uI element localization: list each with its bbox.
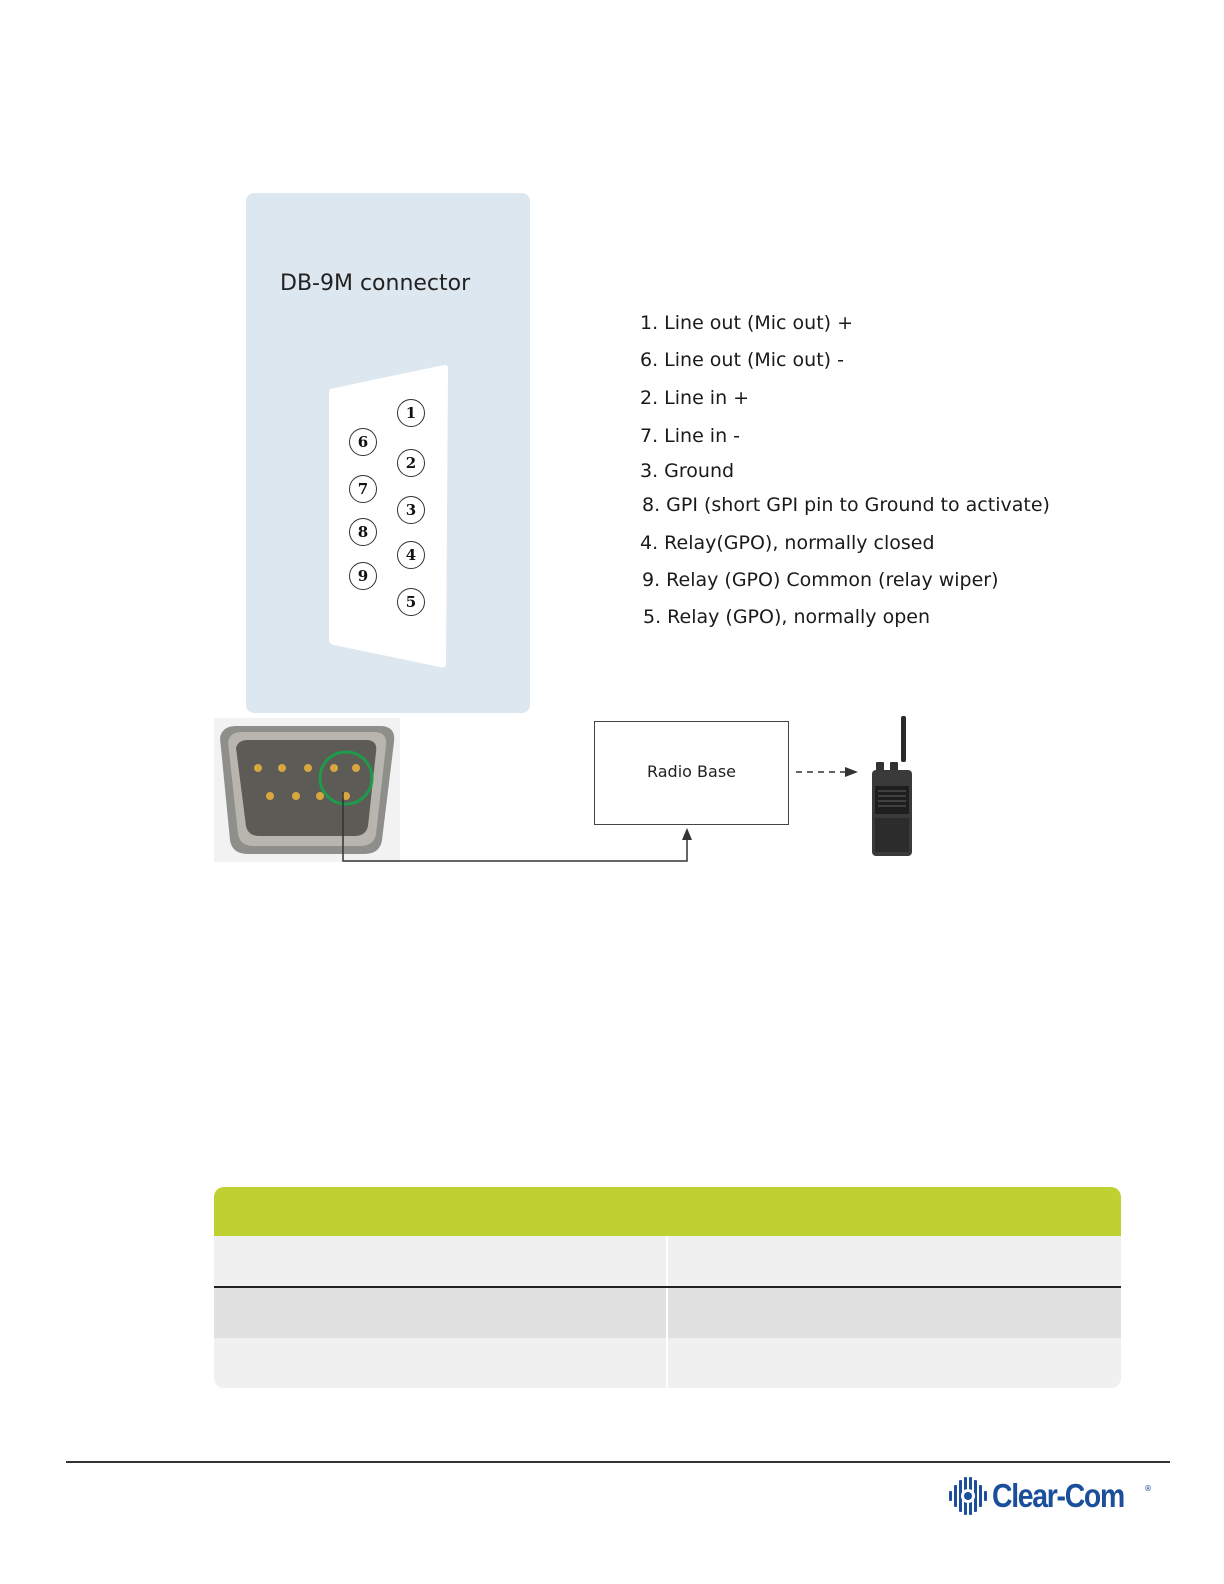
pin-assignment-item: 2. Line in +	[640, 387, 750, 409]
pin-assignment-item: 3. Ground	[640, 460, 735, 482]
table-row	[214, 1288, 1121, 1338]
clear-com-logo-icon	[948, 1475, 988, 1517]
table-cell	[666, 1236, 1121, 1286]
registered-mark: ®	[1144, 1484, 1152, 1493]
brand-name: Clear-Com	[992, 1477, 1124, 1514]
walkie-talkie-icon	[866, 716, 918, 858]
table-cell	[214, 1236, 666, 1286]
table-cell	[214, 1288, 666, 1338]
table-row	[214, 1236, 1121, 1288]
pin-assignment-item: 9. Relay (GPO) Common (relay wiper)	[642, 569, 999, 591]
pin-assignment-item: 4. Relay(GPO), normally closed	[640, 532, 935, 554]
pin-6: 6	[349, 428, 377, 456]
pin-8: 8	[349, 518, 377, 546]
pin-1: 1	[397, 399, 425, 427]
pin-assignment-item: 6. Line out (Mic out) -	[640, 349, 844, 371]
pin-assignment-item: 7. Line in -	[640, 425, 741, 447]
pin-9: 9	[349, 562, 377, 590]
pin-5: 5	[397, 588, 425, 616]
pin-7: 7	[349, 475, 377, 503]
pin-assignment-item: 1. Line out (Mic out) +	[640, 312, 854, 334]
radio-base-label: Radio Base	[646, 762, 736, 781]
pin-2: 2	[397, 449, 425, 477]
connector-title: DB-9M connector	[280, 271, 471, 296]
pin-3: 3	[397, 496, 425, 524]
pin-assignment-item: 5. Relay (GPO), normally open	[643, 606, 931, 628]
footer-divider	[66, 1461, 1170, 1463]
table-cell	[214, 1338, 666, 1388]
table-cell	[666, 1338, 1121, 1388]
table-header	[214, 1187, 1121, 1236]
data-table	[214, 1187, 1121, 1388]
pin-4: 4	[397, 541, 425, 569]
table-cell	[666, 1288, 1121, 1338]
pin-assignment-item: 8. GPI (short GPI pin to Ground to activate)	[642, 494, 1050, 516]
table-row	[214, 1338, 1121, 1388]
clear-com-logo	[948, 1474, 1152, 1518]
